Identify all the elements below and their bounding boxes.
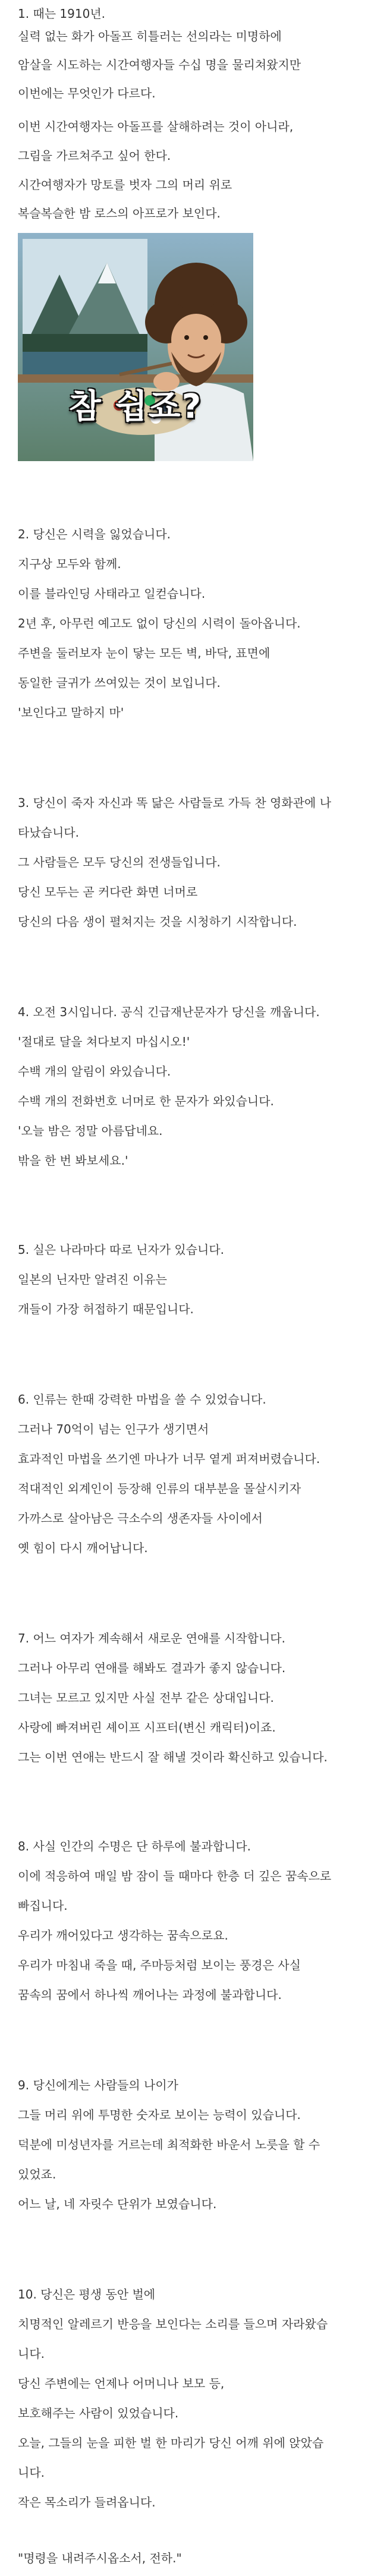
text-line: 우리가 깨어있다고 생각하는 꿈속으로요. (18, 1928, 228, 1943)
text-line: 지구상 모두와 함께. (18, 557, 121, 571)
text-line: 오늘, 그들의 눈을 피한 벌 한 마리가 당신 어깨 위에 앉았습 (18, 2436, 324, 2450)
text-line: 1. 때는 1910년. (18, 7, 106, 21)
text-line: 당신의 다음 생이 펼쳐지는 것을 시청하기 시작합니다. (18, 915, 297, 929)
text-line: 5. 실은 나라마다 따로 닌자가 있습니다. (18, 1243, 225, 1257)
text-line: 시간여행자가 망토를 벗자 그의 머리 위로 (18, 178, 232, 192)
text-line: 이에 적응하여 매일 밤 잠이 들 때마다 한층 더 깊은 꿈속으로 (18, 1869, 332, 1883)
image-caption: 참 쉽죠? (68, 387, 203, 426)
text-line: 개들이 가장 허접하기 때문입니다. (18, 1302, 194, 1316)
text-line: 있었죠. (18, 2167, 56, 2181)
text-line: 니다. (18, 2347, 45, 2361)
text-line: 우리가 마침내 죽을 때, 주마등처럼 보이는 풍경은 사실 (18, 1958, 301, 1972)
text-line: 7. 어느 여자가 계속해서 새로운 연애를 시작합니다. (18, 1631, 285, 1645)
text-line: '오늘 밤은 정말 아름답네요. (18, 1124, 163, 1138)
text-line: 니다. (18, 2465, 45, 2480)
text-line: 가까스로 살아남은 극소수의 생존자들 사이에서 (18, 1511, 263, 1525)
text-line: 어느 날, 네 자릿수 단위가 보였습니다. (18, 2197, 217, 2211)
text-line: 이를 블라인딩 사태라고 일컫습니다. (18, 587, 206, 601)
text-line: 3. 당신이 죽자 자신과 똑 닮은 사람들로 가득 찬 영화관에 나 (18, 796, 332, 810)
text-line: 치명적인 알레르기 반응을 보인다는 소리를 들으며 자라왔습 (18, 2317, 328, 2331)
text-line: 일본의 닌자만 알려진 이유는 (18, 1272, 167, 1287)
text-line: 수백 개의 알림이 와있습니다. (18, 1064, 171, 1079)
text-line: 옛 힘이 다시 깨어납니다. (18, 1541, 148, 1555)
text-line: 꿈속의 꿈에서 하나씩 깨어나는 과정에 불과합니다. (18, 1988, 282, 2002)
text-line: 10. 당신은 평생 동안 벌에 (18, 2287, 156, 2301)
text-line: 당신 모두는 곧 커다란 화면 너머로 (18, 885, 198, 899)
text-line: 그러나 아무리 연애를 해봐도 결과가 좋지 않습니다. (18, 1661, 286, 1675)
text-line: 보호해주는 사람이 있었습니다. (18, 2406, 179, 2420)
text-line: 그러나 70억이 넘는 인구가 생기면서 (18, 1422, 209, 1436)
text-line: 당신 주변에는 언제나 어머니나 보모 등, (18, 2376, 225, 2391)
text-line: "명령을 내려주시옵소서, 전하." (18, 2551, 182, 2565)
text-line: '절대로 달을 쳐다보지 마십시오!' (18, 1035, 190, 1049)
text-line: 그녀는 모르고 있지만 사실 전부 같은 상대입니다. (18, 1691, 274, 1705)
text-line: 작은 목소리가 들려옵니다. (18, 2495, 156, 2509)
text-line: 밖을 한 번 봐보세요.' (18, 1153, 128, 1168)
text-line: 그 사람들은 모두 당신의 전생들입니다. (18, 855, 221, 869)
text-line: 6. 인류는 한때 강력한 마법을 쓸 수 있었습니다. (18, 1392, 266, 1407)
text-line: 그림을 가르쳐주고 싶어 한다. (18, 149, 171, 163)
text-line: 실력 없는 화가 아돌프 히틀러는 선의라는 미명하에 (18, 29, 282, 43)
text-line: 타났습니다. (18, 825, 79, 840)
text-line: 9. 당신에게는 사람들의 나이가 (18, 2078, 178, 2092)
text-line: 이번 시간여행자는 아돌프를 살해하려는 것이 아니라, (18, 119, 294, 134)
text-line: 빠집니다. (18, 1899, 68, 1913)
text-line: 사랑에 빠져버린 셰이프 시프터(변신 캐릭터)이죠. (18, 1720, 276, 1735)
text-line: 8. 사실 인간의 수명은 단 하루에 불과합니다. (18, 1839, 251, 1853)
text-line: '보인다고 말하지 마' (18, 705, 124, 720)
text-line: 동일한 글귀가 쓰여있는 것이 보입니다. (18, 676, 221, 690)
text-line: 4. 오전 3시입니다. 공식 긴급재난문자가 당신을 깨웁니다. (18, 1005, 320, 1019)
text-line: 효과적인 마법을 쓰기엔 마나가 너무 옅게 퍼져버렸습니다. (18, 1452, 320, 1466)
text-line: 그는 이번 연애는 반드시 잘 해낼 것이라 확신하고 있습니다. (18, 1750, 328, 1764)
text-line: 암살을 시도하는 시간여행자들 수십 명을 물리쳐왔지만 (18, 58, 301, 72)
text-line: 적대적인 외계인이 등장해 인류의 대부분을 몰살시키자 (18, 1481, 301, 1496)
text-line: 복슬복슬한 밤 로스의 아프로가 보인다. (18, 206, 221, 220)
bob-ross-photo (18, 233, 253, 461)
text-line: 그들 머리 위에 투명한 숫자로 보이는 능력이 있습니다. (18, 2108, 301, 2122)
text-line: 2. 당신은 시력을 잃었습니다. (18, 527, 171, 541)
text-line: 수백 개의 전화번호 너머로 한 문자가 와있습니다. (18, 1094, 274, 1108)
text-line: 주변을 둘러보자 눈이 닿는 모든 벽, 바닥, 표면에 (18, 646, 271, 660)
text-line: 2년 후, 아무런 예고도 없이 당신의 시력이 돌아옵니다. (18, 616, 301, 630)
text-line: 이번에는 무엇인가 다르다. (18, 86, 156, 100)
text-line: 덕분에 미성년자를 거르는데 최적화한 바운서 노릇을 할 수 (18, 2137, 320, 2152)
